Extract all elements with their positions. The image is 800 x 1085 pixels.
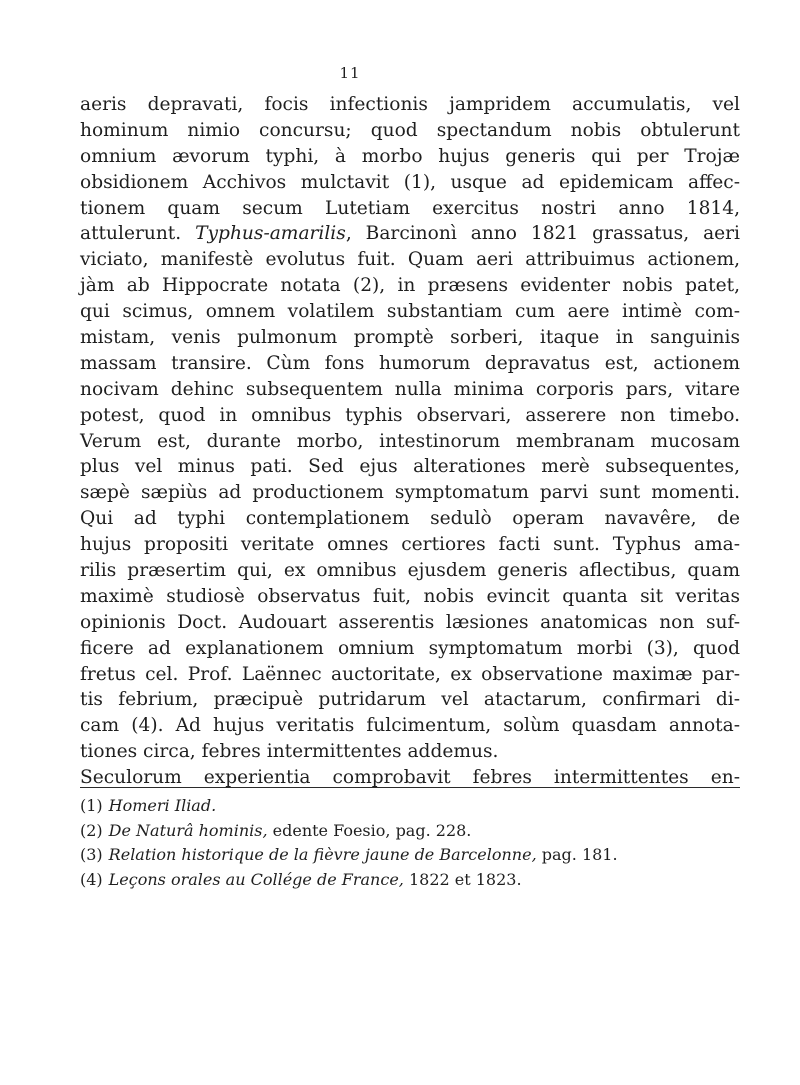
footnote-number: (3): [80, 845, 103, 864]
text-line: mistam, venis pulmonum promptè sorberi, itaque in sanguinis: [80, 327, 740, 349]
text-line: obsidionem Acchivos mulctavit (1), usque ad epidemicam affec-: [80, 171, 740, 193]
text-line: maximè studiosè observatus fuit, nobis evincit quanta sit veritas: [80, 585, 740, 607]
text-line: potest, quod in omnibus typhis observari, asserere non timebo.: [80, 404, 740, 426]
footnote-number: (2): [80, 820, 103, 840]
text-line: tionem quam secum Lutetiam exercitus nostri anno 1814,: [80, 197, 740, 219]
text-line: plus vel minus pati. Sed ejus alterationes merè subsequentes,: [80, 456, 740, 478]
footnote-title: Homeri Iliad.: [108, 796, 217, 815]
footnote-divider: [80, 787, 740, 788]
footnote-title: Relation historique de la fièvre jaune de Barcelonne,: [108, 845, 537, 864]
text-line: Verum est, durante morbo, intestinorum membranam mucosam: [80, 430, 740, 452]
text-line: rilis præsertim qui, ex omnibus ejusdem generis aflectibus, quam: [80, 560, 740, 582]
text-line: massam transire. Cùm fons humorum depravatus est, actionem: [80, 352, 740, 374]
footnotes: [80, 794, 740, 892]
text-line: aeris depravati, focis infectionis jampridem accumulatis, vel: [80, 94, 740, 115]
footnote-rest: 1822 et 1823.: [403, 869, 522, 889]
main-text: [80, 92, 740, 791]
text-line: opinionis Doct. Audouart asserentis læsiones anatomicas non suf-: [80, 611, 740, 633]
text-line: qui scimus, omnem volatilem substantiam cum aere intimè com-: [80, 301, 740, 323]
footnote: [80, 794, 740, 819]
footnote-rest: pag. 181.: [536, 845, 618, 864]
text-line: ficere ad explanationem omnium symptomatum morbi (3), quod: [80, 637, 740, 659]
footnote-number: (4): [80, 869, 103, 889]
footnote: [80, 819, 740, 844]
text-line: jàm ab Hippocrate notata (2), in præsens evidenter nobis patet,: [80, 275, 740, 297]
page-number: 11: [339, 64, 361, 82]
text-line: sæpè sæpiùs ad productionem symptomatum parvi sunt momenti.: [80, 482, 740, 504]
footnote-number: (1): [80, 796, 103, 815]
text-line: hominum nimio concursu; quod spectandum nobis obtulerunt: [80, 119, 740, 141]
italic-term: Typhus-amarilis: [195, 223, 346, 245]
text-line: omnium ævorum typhi, à morbo hujus generis qui per Trojæ: [80, 145, 740, 167]
text-line: nocivam dehinc subsequentem nulla minima corporis pars, vitare: [80, 378, 740, 400]
text-line: fretus cel. Prof. Laënnec auctoritate, ex observatione maximæ par-: [80, 663, 740, 685]
text-line: Qui ad typhi contemplationem sedulò operam navavêre, de: [80, 508, 740, 530]
text-line: attulerunt. Typhus-amarilis, Barcinonì anno 1821 grassatus, aeri: [80, 223, 740, 245]
text-line: cam (4). Ad hujus veritatis fulcimentum, solùm quasdam annota-: [80, 715, 740, 737]
footnote-title: De Naturâ hominis,: [108, 820, 268, 840]
text-line: tiones circa, febres intermittentes addemus.: [80, 741, 499, 763]
text-line: tis febrium, præcipuè putridarum vel atactarum, confirmari di-: [80, 689, 740, 711]
text-line: Seculorum experientia comprobavit febres intermittentes en-: [80, 767, 740, 789]
footnote-rest: edente Foesio, pag. 228.: [267, 820, 472, 840]
text-line: viciato, manifestè evolutus fuit. Quam aeri attribuimus actionem,: [80, 249, 740, 271]
text-line: hujus propositi veritate omnes certiores facti sunt. Typhus ama-: [80, 534, 740, 556]
footnote: [80, 843, 740, 868]
footnote: [80, 868, 740, 893]
footnote-title: Leçons orales au Collége de France,: [108, 869, 404, 889]
